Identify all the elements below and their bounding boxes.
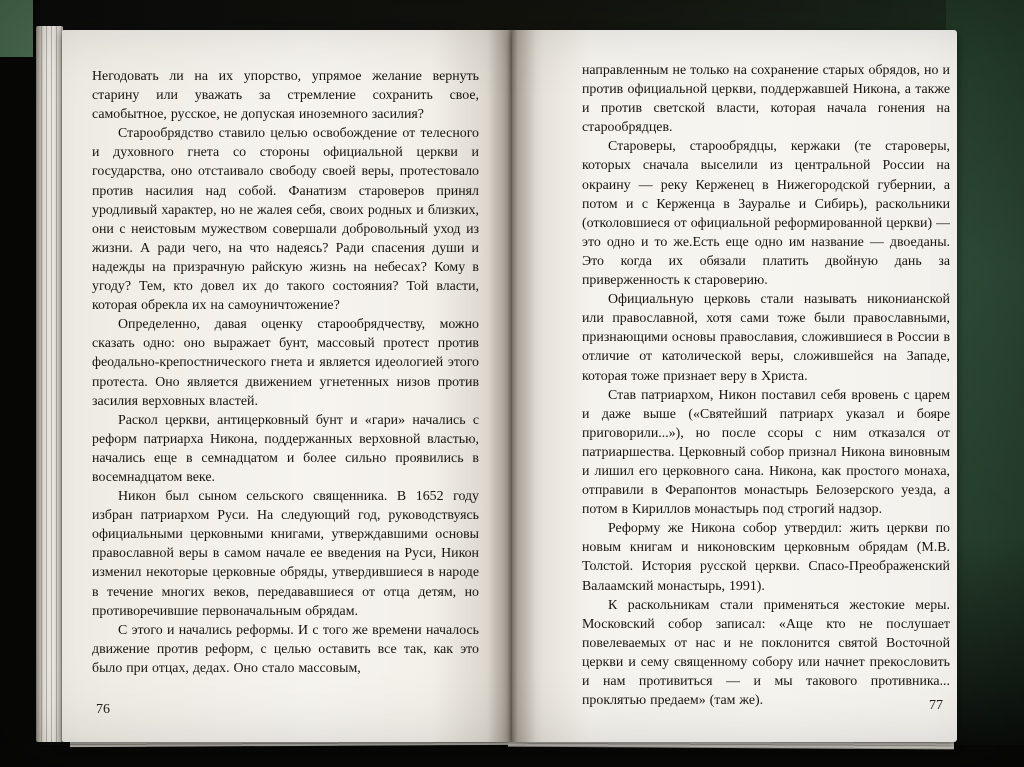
- paragraph: Раскол церкви, антицерковный бунт и «гари» начались с реформ патриарха Никона, поддержанных верховной властью, начались еще в семнадцатом и более сильно проявились в восемнадцатом веке.: [92, 412, 479, 485]
- paragraph: К раскольникам стали применяться жестокие меры. Московский собор записал: «Аще кто не послушает повелеваемых от нас и не поклонится святой Восточной церкви и сему священному собору или начнет прекословить и нам противиться — и мы такового противника... проклятью предаем» (там же).: [582, 597, 950, 709]
- right-page-text: [582, 61, 950, 713]
- left-page-text: [92, 67, 479, 712]
- paragraph: Официальную церковь стали называть никонианской или православной, хотя сами тоже были православными, признающими основы православия, сложившиеся в России в отличие от католической веры, сложившейся на Западе, которая тоже признает веру в Христа.: [582, 292, 950, 384]
- left-page-number: 76: [96, 702, 110, 717]
- paragraph: Реформу же Никона собор утвердил: жить церкви по новым книгам и никоновским церковным обрядам (М.В. Толстой. История русской церкви. Спасо-Преображенский Валаамский монастырь, 1991).: [582, 521, 950, 594]
- paragraph: направленным не только на сохранение старых обрядов, но и против официальной церкви, поддержавшей Никона, а также и против светской власти, которая начала гонения на старообрядцев.: [582, 63, 950, 136]
- left-page: [62, 30, 512, 742]
- right-page: [512, 30, 957, 742]
- background-left-black: [0, 0, 40, 767]
- paragraph: Староверы, старообрядцы, кержаки (те староверы, которых сначала выселили из центральной России на окраину — реку Керженец в Нижегородской губернии, а потом и с Керженца в Зауралье и Сибирь), раскольники (отколовшиеся от официальной реформированной церкви) — это одно и то же.Есть еще одно им название — двоеданы. Это когда их обязали платить двойную дань за приверженность к староверию.: [582, 139, 950, 289]
- paragraph: Никон был сыном сельского священника. В 1652 году избран патриархом Руси. На следующий год, руководствуясь официальными церковными книгами, утверждавшими основы православной веры в самом начале ее введения на Руси, Никон изменил некоторые церковные обряды, утвердившиеся в народе в течение многих веков, передававшиеся от отца детям, но противоречившие первоначальным обрядам.: [92, 489, 479, 619]
- right-page-number: 77: [929, 698, 943, 713]
- page-fore-edges-left: [36, 26, 63, 742]
- paragraph: Определенно, давая оценку старообрядчеству, можно сказать одно: оно выражает бунт, массовый протест против феодально-крепостнического гнета и является идеологией этого протеста. Оно является движением угнетенных низов против засилия верховных властей.: [92, 317, 479, 409]
- paragraph: С этого и начались реформы. И с того же времени началось движение против реформ, с целью оставить все так, как это было при отцах, дедах. Оно стало массовым,: [92, 622, 479, 676]
- background-top-strip: [0, 0, 1024, 30]
- background-right-green: [946, 0, 1024, 767]
- paragraph: Став патриархом, Никон поставил себя вровень с царем и даже выше («Святейший патриарх указал и бояре приговорили...»), но после ссоры с ним отказался от патриаршества. Церковный собор признал Никона виновным и лишил его церковного сана. Никона, как простого монаха, отправили в Ферапонтов монастырь Белозерского уезда, а потом в Кириллов монастырь под строгий надзор.: [582, 387, 950, 518]
- background-corner-green: [0, 0, 33, 57]
- paragraph: Негодовать ли на их упорство, упрямое желание вернуть старину или уважать за стремление сохранить свое, самобытное, русское, не допуская иноземного засилия?: [92, 69, 479, 123]
- paragraph: Старообрядство ставило целью освобождение от телесного и духовного гнета со стороны официальной церкви и государства, оно отстаивало свободу своей веры, протестовало против насилия над собой. Фанатизм староверов принял уродливый характер, но не жалея себя, своих родных и близких, они с неистовым мужеством совершали добровольный уход из жизни. А ради чего, на что надеясь? Ради спасения души и надежды на призрачную райскую жизнь на небесах? Кому в угоду? Тем, кто довел их до такого состояния? Той власти, которая обрекла их на самоуничтожение?: [92, 126, 479, 314]
